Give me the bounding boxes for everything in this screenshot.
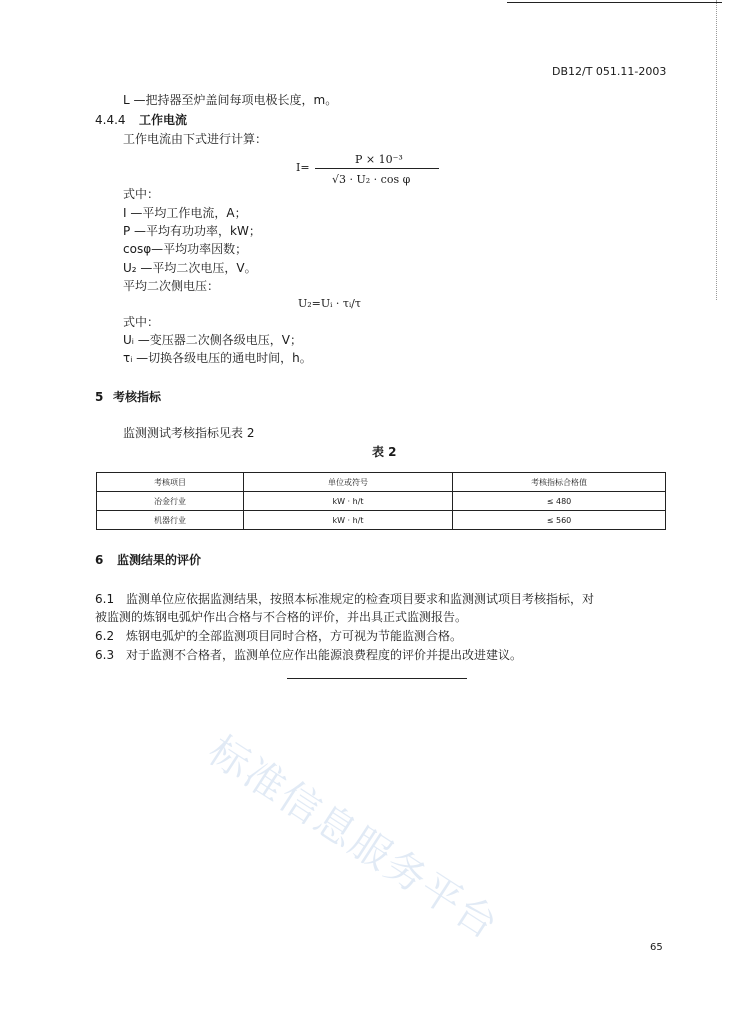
section-title-assessment: 考核指标 (113, 390, 162, 404)
table-title: 表 2 (372, 445, 397, 459)
formula-lhs: I= (296, 161, 310, 174)
section-number-5: 5 (95, 390, 104, 404)
table-cell: 机器行业 (97, 511, 244, 530)
section-title-work-current: 工作电流 (139, 113, 188, 127)
table-header: 考核项目 (97, 473, 244, 492)
clause-6-2: 炼钢电弧炉的全部监测项目同时合格，方可视为节能监测合格。 (126, 629, 463, 643)
table-header: 考核指标合格值 (453, 473, 666, 492)
table-header-row (97, 473, 666, 492)
l-definition: L —把持器至炉盖间每项电极长度，m。 (123, 93, 338, 107)
clause-number-6-3: 6.3 (95, 648, 115, 662)
definition-i: I —平均工作电流，A； (123, 206, 247, 220)
document-code: DB12/T 051.11-2003 (552, 65, 667, 78)
table-cell: kW · h/t (244, 511, 453, 530)
formula-numerator: P × 10⁻³ (355, 153, 403, 166)
section-title-evaluation: 监测结果的评价 (117, 553, 202, 567)
definition-cos-phi: cosφ—平均功率因数； (123, 242, 248, 256)
end-rule (287, 678, 467, 679)
formula-denominator: √3 · U₂ · cos φ (332, 173, 411, 186)
definition-ui: Uᵢ —变压器二次侧各级电压，V； (123, 333, 302, 347)
assessment-intro: 监测测试考核指标见表 2 (123, 426, 255, 440)
scan-edge (716, 0, 717, 300)
table-row (97, 511, 666, 530)
page-number: 65 (650, 942, 663, 953)
avg-voltage-label: 平均二次侧电压： (123, 279, 220, 293)
definition-u2: U₂ —平均二次电压，V。 (123, 261, 257, 275)
clause-6-1-line-2: 被监测的炼钢电弧炉作出合格与不合格的评价，并出具正式监测报告。 (95, 610, 468, 624)
clause-number-6-1: 6.1 (95, 592, 115, 606)
section-number-6: 6 (95, 553, 104, 567)
table-cell: ≤ 480 (453, 492, 666, 511)
where-label: 式中： (123, 187, 160, 201)
where-label-2: 式中： (123, 315, 160, 329)
table-header: 单位或符号 (244, 473, 453, 492)
watermark: 标准信息服务平台 (200, 727, 507, 950)
assessment-table (96, 472, 666, 530)
clause-6-3: 对于监测不合格者，监测单位应作出能源浪费程度的评价并提出改进建议。 (126, 648, 523, 662)
top-rule (507, 2, 722, 3)
definition-tau-i: τᵢ —切换各级电压的通电时间，h。 (123, 351, 312, 365)
clause-6-1-line-1: 监测单位应依据监测结果，按照本标准规定的检查项目要求和监测测试项目考核指标，对 (126, 592, 595, 606)
definition-p: P —平均有功功率，kW； (123, 224, 261, 238)
fraction-bar (315, 168, 439, 169)
formula-u2: U₂=Uᵢ · τᵢ/τ (298, 297, 361, 310)
section-number-4-4-4: 4.4.4 (95, 113, 126, 127)
table-cell: ≤ 560 (453, 511, 666, 530)
table-cell: kW · h/t (244, 492, 453, 511)
table-row (97, 492, 666, 511)
clause-number-6-2: 6.2 (95, 629, 115, 643)
table-cell: 冶金行业 (97, 492, 244, 511)
formula-intro: 工作电流由下式进行计算： (123, 132, 268, 146)
